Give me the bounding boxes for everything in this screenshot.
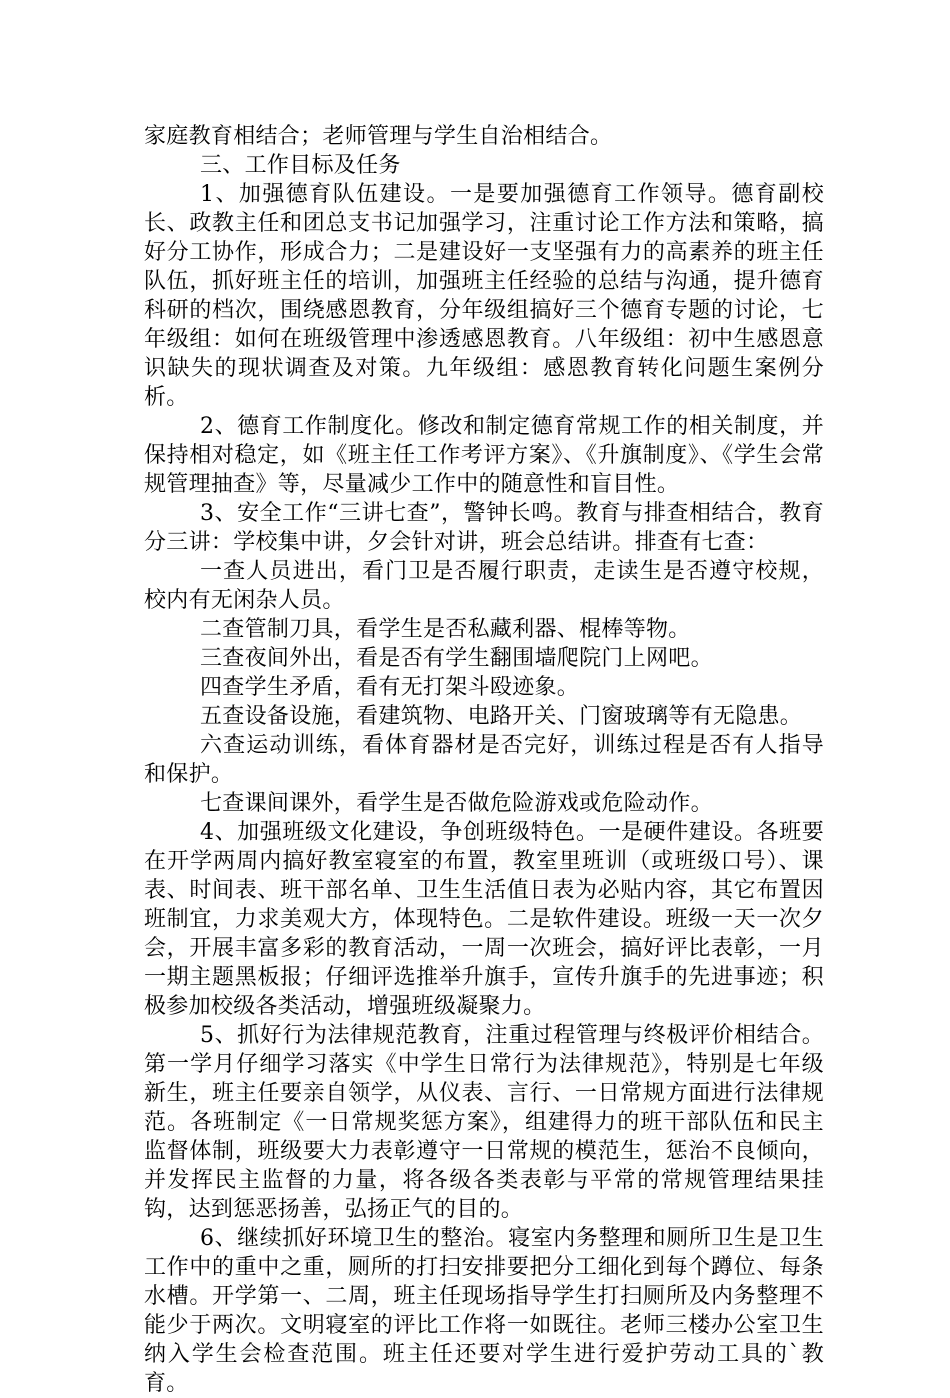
paragraph-item-1: 1、加强德育队伍建设。一是要加强德育工作领导。德育副校长、政教主任和团总支书记加强学习，注重讨论工作方法和策略，搞好分工协作，形成合力；二是建设好一支坚强有力的高素养的班主任队伍，抓好班主任的培训，加强班主任经验的总结与沟通，提升德育科研的档次，围绕感恩教育，分年级组搞好三个德育专题的讨论，七年级组：如何在班级管理中渗透感恩教育。八年级组：初中生感恩意识缺失的现状调查及对策。九年级组：感恩教育转化问题生案例分析。	[144, 182, 824, 410]
paragraph-continuation: 家庭教育相结合；老师管理与学生自治相结合。	[144, 124, 613, 149]
section-heading: 三、工作目标及任务	[200, 153, 401, 178]
paragraph-item-6: 6、继续抓好环境卫生的整治。寝室内务整理和厕所卫生是卫生工作中的重中之重，厕所的打扫安排要把分工细化到每个蹲位、每条水槽。开学第一、二周，班主任现场指导学生打扫厕所及内务整理不能少于两次。文明寝室的评比工作将一如既往。老师三楼办公室卫生纳入学生会检查范围。班主任还要对学生进行爱护劳动工具的`教育。	[144, 1226, 824, 1396]
paragraph-item-3: 3、安全工作“三讲七查”，警钟长鸣。教育与排查相结合，教育分三讲：学校集中讲，夕会针对讲，班会总结讲。排查有七查：	[144, 501, 824, 555]
check-item-2: 二查管制刀具，看学生是否私藏利器、棍棒等物。	[200, 617, 691, 642]
paragraph-item-5: 5、抓好行为法律规范教育，注重过程管理与终极评价相结合。第一学月仔细学习落实《中学生日常行为法律规范》，特别是七年级新生，班主任要亲自领学，从仪表、言行、一日常规方面进行法律规范。各班制定《一日常规奖惩方案》，组建得力的班干部队伍和民主监督体制，班级要大力表彰遵守一日常规的模范生，惩治不良倾向，并发挥民主监督的力量，将各级各类表彰与平常的常规管理结果挂钩，达到惩恶扬善，弘扬正气的目的。	[144, 1023, 824, 1222]
check-item-1: 一查人员进出，看门卫是否履行职责，走读生是否遵守校规，校内有无闲杂人员。	[144, 559, 824, 613]
document-body	[144, 122, 824, 1398]
check-item-4: 四查学生矛盾，看有无打架斗殴迹象。	[200, 675, 580, 700]
paragraph-item-2: 2、德育工作制度化。修改和制定德育常规工作的相关制度，并保持相对稳定，如《班主任工作考评方案》、《升旗制度》、《学生会常规管理抽查》等，尽量减少工作中的随意性和盲目性。	[144, 414, 824, 497]
check-item-5: 五查设备设施，看建筑物、电路开关、门窗玻璃等有无隐患。	[200, 704, 803, 729]
check-item-6: 六查运动训练，看体育器材是否完好，训练过程是否有人指导和保护。	[144, 733, 824, 787]
check-item-3: 三查夜间外出，看是否有学生翻围墙爬院门上网吧。	[200, 646, 713, 671]
check-item-7: 七查课间课外，看学生是否做危险游戏或危险动作。	[200, 791, 713, 816]
paragraph-item-4: 4、加强班级文化建设，争创班级特色。一是硬件建设。各班要在开学两周内搞好教室寝室的布置，教室里班训（或班级口号）、课表、时间表、班干部名单、卫生生活值日表为必贴内容，其它布置因班制宜，力求美观大方，体现特色。二是软件建设。班级一天一次夕会，开展丰富多彩的教育活动，一周一次班会，搞好评比表彰，一月一期主题黑板报；仔细评选推举升旗手，宣传升旗手的先进事迹；积极参加校级各类活动，增强班级凝聚力。	[144, 820, 824, 1019]
